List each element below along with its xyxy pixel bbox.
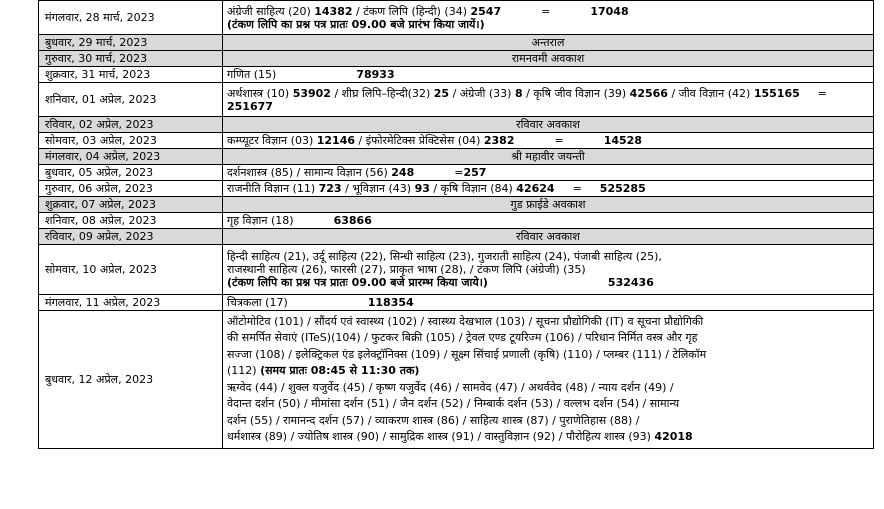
table-row (39, 83, 874, 117)
table-row (39, 67, 874, 83)
table-row (39, 181, 874, 197)
date-cell: मंगलवार, 28 मार्च, 2023 (39, 1, 223, 35)
table-row (39, 311, 874, 449)
table-row (39, 35, 874, 51)
date-cell: सोमवार, 10 अप्रेल, 2023 (39, 245, 223, 295)
table-row (39, 149, 874, 165)
exam-note: (टंकण लिपि का प्रश्न पत्र प्रातः 09.00 बजे प्रारंभ किया जायें।) (227, 17, 485, 31)
table-row (39, 229, 874, 245)
date-cell: शुक्रवार, 07 अप्रेल, 2023 (39, 197, 223, 213)
subject-cell: राजनीति विज्ञान (11) 723 / भूविज्ञान (43) 93 / कृषि विज्ञान (84) 42624 = 525285 (223, 181, 874, 197)
table-row (39, 213, 874, 229)
date-cell: शनिवार, 08 अप्रेल, 2023 (39, 213, 223, 229)
exam-schedule-table (38, 0, 874, 449)
holiday-cell: श्री महावीर जयन्ती (223, 149, 874, 165)
holiday-cell: रविवार अवकाश (223, 229, 874, 245)
table-row (39, 245, 874, 295)
subject-cell: हिन्दी साहित्य (21), उर्दू साहित्य (22), सिन्धी साहित्य (23), गुजराती साहित्य (24), पंजाबी साहित्य (25), राजस्थानी साहित्य (26), फारसी (27), प्राकृत भाषा (28), / टंकण लिपि (अंग्रेजी) (35) (टंकण लिपि का प्रश्न पत्र प्रातः 09.00 बजे प्रारम्भ किया जाये।) 532436 (223, 245, 874, 295)
date-cell: शनिवार, 01 अप्रेल, 2023 (39, 83, 223, 117)
table-row (39, 117, 874, 133)
holiday-cell: गुड फ्राईडे अवकाश (223, 197, 874, 213)
subject-cell: दर्शनशास्त्र (85) / सामान्य विज्ञान (56) 248 =257 (223, 165, 874, 181)
date-cell: सोमवार, 03 अप्रेल, 2023 (39, 133, 223, 149)
table-row (39, 1, 874, 35)
exam-note: (टंकण लिपि का प्रश्न पत्र प्रातः 09.00 बजे प्रारम्भ किया जाये।) (227, 276, 488, 289)
date-cell: गुरुवार, 06 अप्रेल, 2023 (39, 181, 223, 197)
holiday-cell: अन्तराल (223, 35, 874, 51)
date-cell: शुक्रवार, 31 मार्च, 2023 (39, 67, 223, 83)
subject-cell: अर्थशास्त्र (10) 53902 / शीघ्र लिपि–हिन्दी(32) 25 / अंग्रेजी (33) 8 / कृषि जीव विज्ञान (39) 42566 / जीव विज्ञान (42) 155165 =251677 (223, 83, 874, 117)
table-row (39, 295, 874, 311)
subject-cell: चित्रकला (17) 118354 (223, 295, 874, 311)
date-cell: बुधवार, 12 अप्रेल, 2023 (39, 311, 223, 449)
table-row (39, 197, 874, 213)
subject-cell: अंग्रेजी साहित्य (20) 14382 / टंकण लिपि (हिन्दी) (34) 2547 = 17048 (टंकण लिपि का प्रश्न पत्र प्रातः 09.00 बजे प्रारंभ किया जायें।) (223, 1, 874, 35)
subject-cell: गणित (15) 78933 (223, 67, 874, 83)
date-cell: मंगलवार, 04 अप्रेल, 2023 (39, 149, 223, 165)
subject-cell: कम्प्यूटर विज्ञान (03) 12146 / इंफोरमेटिक्स प्रेक्टिसेस (04) 2382 = 14528 (223, 133, 874, 149)
subject-cell: ऑटोमोटिव (101) / सौंदर्य एवं स्वास्थ्य (102) / स्वास्थ्य देखभाल (103) / सूचना प्रौद्योगिकी (IT) व सूचना प्रौद्योगिकी की समर्पित सेवाएं (ITeS)(104) / फुटकर बिक्री (105) / ट्रेवल एण्ड टूयरिज्म (106) / परिधान निर्मित वस्त्र और गृह सज्जा (108) / इलेक्ट्रिकल एंड इलेक्ट्रॉनिक्स (109) / सूक्ष्म सिंचाई प्रणाली (कृषि) (110) / प्लम्बर (111) / टेलिकॉम (112) (समय प्रातः 08:45 से 11:30 तक) ऋग्वेद (44) / शुक्ल यजुर्वेद (45) / कृष्ण यजुर्वेद (46) / सामवेद (47) / अथर्ववेद (48) / न्याय दर्शन (49) / वेदान्त दर्शन (50) / मीमांसा दर्शन (51) / जैन दर्शन (52) / निम्बार्क दर्शन (53) / वल्लभ दर्शन (54) / सामान्य दर्शन (55) / रामानन्द दर्शन (57) / व्याकरण शास्त्र (86) / साहित्य शास्त्र (87) / पुराणेतिहास (88) / धर्मशास्त्र (89) / ज्योतिष शास्त्र (90) / सामुद्रिक शास्त्र (91) / वास्तुविज्ञान (92) / पौरोहित्य शास्त्र (93) 42018 (223, 311, 874, 449)
table-row (39, 133, 874, 149)
date-cell: बुधवार, 05 अप्रेल, 2023 (39, 165, 223, 181)
date-cell: मंगलवार, 11 अप्रेल, 2023 (39, 295, 223, 311)
date-cell: गुरुवार, 30 मार्च, 2023 (39, 51, 223, 67)
table-row (39, 51, 874, 67)
date-cell: रविवार, 09 अप्रेल, 2023 (39, 229, 223, 245)
date-cell: बुधवार, 29 मार्च, 2023 (39, 35, 223, 51)
holiday-cell: रविवार अवकाश (223, 117, 874, 133)
subject-cell: गृह विज्ञान (18) 63866 (223, 213, 874, 229)
holiday-cell: रामनवमी अवकाश (223, 51, 874, 67)
table-row (39, 165, 874, 181)
date-cell: रविवार, 02 अप्रेल, 2023 (39, 117, 223, 133)
